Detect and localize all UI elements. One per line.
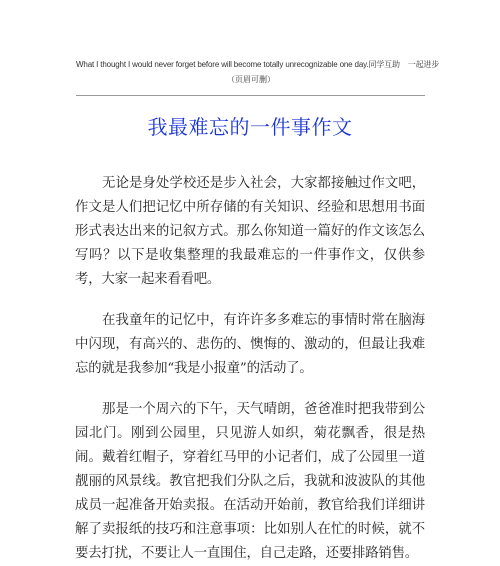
document-body	[75, 172, 425, 566]
header-note: （页眉可删）	[227, 75, 275, 84]
header-divider	[76, 95, 425, 96]
document-title: 我最难忘的一件事作文	[147, 115, 353, 139]
page-header	[76, 59, 440, 85]
paragraph-story: 那是一个周六的下午，天气晴朗，爸爸准时把我带到公园北门。刚到公园里，只见游人如织，菊花飘香，很是热闹。戴着红帽子，穿着红马甲的小记者们，成了公园里一道靓丽的风景线。教官把我们分队之后，我就和波波队的其他成员一起准备开始卖报。在活动开始前，教官给我们详细讲解了卖报纸的技巧和注意事项：比如别人在忙的时候，就不要去打扰，不要让人一直围住，自己走路，还要排路销售。	[75, 402, 425, 561]
header-text: What I thought I would never forget before will become totally unrecognizable one day.同学互助 一起进步	[76, 60, 440, 69]
paragraph-memory: 在我童年的记忆中，有许许多多难忘的事情时常在脑海中闪现，有高兴的、悲伤的、懊悔的、激动的，但最让我难忘的就是我参加“我是小报童”的活动了。	[75, 313, 425, 376]
paragraph-intro: 无论是身处学校还是步入社会，大家都接触过作文吧，作文是人们把记忆中所存储的有关知识、经验和思想用书面形式表达出来的记叙方式。那么你知道一篇好的作文该怎么写吗？以下是收集整理的我最难忘的一件事作文，仅供参考，大家一起来看看吧。	[75, 176, 425, 287]
